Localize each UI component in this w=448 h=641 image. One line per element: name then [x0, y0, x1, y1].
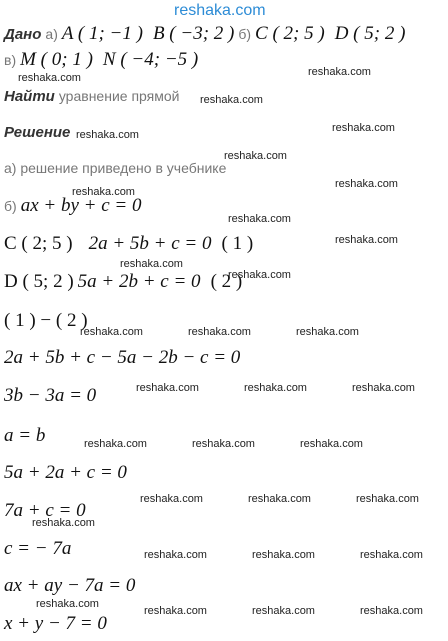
watermark: reshaka.com	[228, 269, 291, 281]
eq2-point: D ( 5; 2 )	[4, 271, 74, 292]
given-point-m: M ( 0; 1 )	[20, 49, 93, 70]
step-3: a = b	[4, 425, 46, 446]
watermark: reshaka.com	[300, 438, 363, 450]
watermark: reshaka.com	[335, 234, 398, 246]
watermark: reshaka.com	[360, 605, 423, 617]
eq1-point: C ( 2; 5 )	[4, 233, 73, 254]
watermark: reshaka.com	[144, 549, 207, 561]
subtraction-line	[4, 311, 88, 330]
given-part-v: в)	[4, 52, 17, 68]
solution-heading	[4, 125, 70, 141]
watermark: reshaka.com	[72, 186, 135, 198]
watermark: reshaka.com	[332, 122, 395, 134]
step-1: 2a + 5b + c − 5a − 2b − c = 0	[4, 347, 241, 368]
given-point-b: B ( −3; 2 )	[152, 23, 235, 44]
solution-general-line	[4, 196, 141, 215]
watermark: reshaka.com	[244, 382, 307, 394]
watermark: reshaka.com	[356, 493, 419, 505]
watermark: reshaka.com	[352, 382, 415, 394]
solution-label: Решение	[4, 124, 71, 141]
watermark: reshaka.com	[84, 438, 147, 450]
step-6: c = − 7a	[4, 538, 72, 559]
watermark: reshaka.com	[136, 382, 199, 394]
watermark: reshaka.com	[188, 326, 251, 338]
watermark: reshaka.com	[200, 94, 263, 106]
solution-part-b: б)	[4, 198, 17, 214]
eq2-tag: ( 2 )	[210, 271, 243, 292]
given-point-c: C ( 2; 5 )	[255, 23, 325, 44]
find-text: уравнение прямой	[58, 88, 180, 104]
general-equation: ax + by + c = 0	[20, 195, 142, 216]
equation-1-line	[4, 234, 253, 253]
given-line-2	[4, 50, 198, 69]
find-label: Найти	[4, 88, 55, 105]
given-line-1	[4, 24, 405, 43]
watermark: reshaka.com	[140, 493, 203, 505]
given-point-n: N ( −4; −5 )	[102, 49, 199, 70]
watermark: reshaka.com	[252, 549, 315, 561]
equation-2-line	[4, 272, 242, 291]
watermark: reshaka.com	[296, 326, 359, 338]
subtraction-label: ( 1 ) − ( 2 )	[4, 310, 88, 331]
eq1-tag: ( 1 )	[221, 233, 254, 254]
watermark: reshaka.com	[308, 66, 371, 78]
watermark: reshaka.com	[144, 605, 207, 617]
watermark: reshaka.com	[32, 517, 95, 529]
watermark: reshaka.com	[192, 438, 255, 450]
eq2-expression: 5a + 2b + c = 0	[77, 271, 201, 292]
given-part-a: а)	[45, 26, 58, 42]
step-8: x + y − 7 = 0	[4, 613, 107, 634]
watermark: reshaka.com	[335, 178, 398, 190]
watermark: reshaka.com	[252, 605, 315, 617]
watermark: reshaka.com	[18, 72, 81, 84]
given-point-a: A ( 1; −1 )	[61, 23, 143, 44]
watermark: reshaka.com	[36, 598, 99, 610]
step-5: 7a + c = 0	[4, 500, 86, 521]
given-point-d: D ( 5; 2 )	[334, 23, 406, 44]
note-a-text: а) решение приведено в учебнике	[4, 160, 227, 176]
eq1-expression: 2a + 5b + c = 0	[88, 233, 212, 254]
given-part-b: б)	[238, 26, 252, 42]
find-line	[4, 89, 179, 105]
step-2: 3b − 3a = 0	[4, 385, 97, 406]
step-4: 5a + 2a + c = 0	[4, 462, 127, 483]
watermark: reshaka.com	[76, 129, 139, 141]
watermark: reshaka.com	[224, 150, 287, 162]
watermark: reshaka.com	[248, 493, 311, 505]
site-watermark-header: reshaka.com	[174, 2, 266, 19]
solution-note-a	[4, 161, 226, 177]
watermark: reshaka.com	[228, 213, 291, 225]
step-7: ax + ay − 7a = 0	[4, 575, 136, 596]
watermark: reshaka.com	[80, 326, 143, 338]
watermark: reshaka.com	[120, 258, 183, 270]
given-label: Дано	[4, 26, 42, 43]
watermark: reshaka.com	[360, 549, 423, 561]
